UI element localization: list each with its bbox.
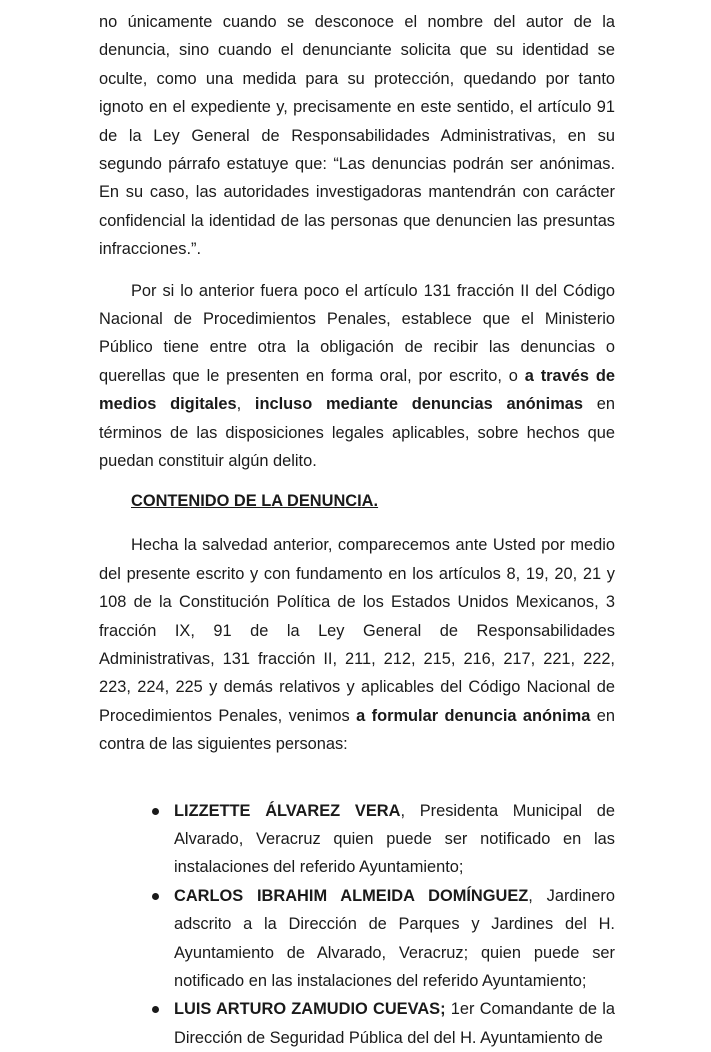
bold-phrase: a través de medios digitales <box>99 366 615 414</box>
persons-list <box>99 797 615 1052</box>
person-name: CARLOS IBRAHIM ALMEIDA DOMÍNGUEZ <box>174 886 529 905</box>
bullet-icon <box>152 808 159 815</box>
paragraph-text: Por si lo anterior fuera poco el artículo 131 fracción II del Código Nacional de Procedimientos Penales, establece que el Ministerio Público tiene entre otra la obligación de recibir las denuncias o querellas que le presenten en forma oral, por escrito, o <box>99 281 615 385</box>
person-description: 1er Comandante de la Dirección de Seguridad Pública del del H. Ayuntamiento de <box>174 1000 615 1047</box>
bullet-icon <box>152 1006 159 1013</box>
bullet-icon <box>152 893 159 900</box>
paragraph-anonymity: no únicamente cuando se desconoce el nombre del autor de la denuncia, sino cuando el denunciante solicita que su identidad se oculte, como una medida para su protección, quedando por tanto ignoto en el expediente y, precisamente en este sentido, el artículo 91 de la Ley General de Responsabilidades Administrativas, en su segundo párrafo estatuye que: “Las denuncias podrán ser anónimas. En su caso, las autoridades investigadoras mantendrán con carácter confidencial la identidad de las personas que denuncien las presuntas infracciones.”. <box>99 13 615 259</box>
paragraph-text: en contra de las siguientes personas: <box>99 706 615 754</box>
paragraph-text: en términos de las disposiciones legales aplicables, sobre hechos que puedan constituir algún delito. <box>99 395 615 471</box>
paragraph-contenido <box>99 531 615 758</box>
paragraph-codigo-nacional <box>99 277 615 476</box>
paragraph-text: , <box>236 395 255 414</box>
person-description: , Presidenta Municipal de Alvarado, Veracruz quien puede ser notificado en las instalaciones del referido Ayuntamiento; <box>174 801 615 877</box>
bold-phrase: incluso mediante denuncias anónimas <box>254 395 584 414</box>
paragraph-text: Hecha la salvedad anterior, comparecemos ante Usted por medio del presente escrito y con fundamento en los artículos 8, 19, 20, 21 y 108 de la Constitución Política de los Estados Unidos Mexicanos, 3 fracción IX, 91 de la Ley General de Responsabilidades Administrativas, 131 fracción II, 211, 212, 215, 216, 217, 221, 222, 223, 224, 225 y demás relativos y aplicables del Código Nacional de Procedimientos Penales, venimos <box>99 536 615 725</box>
list-item <box>174 882 615 996</box>
bold-phrase: a formular denuncia anónima <box>356 706 591 725</box>
section-heading-text: CONTENIDO DE LA DENUNCIA. <box>131 491 379 510</box>
list-item <box>174 797 615 882</box>
person-name: LIZZETTE ÁLVAREZ VERA <box>174 801 401 820</box>
person-description: , Jardinero adscrito a la Dirección de Parques y Jardines del H. Ayuntamiento de Alvarado, Veracruz; quien puede ser notificado en las instalaciones del referido Ayuntamiento; <box>174 886 615 990</box>
person-name: LUIS ARTURO ZAMUDIO CUEVAS; <box>174 1000 446 1019</box>
section-heading <box>99 487 615 515</box>
